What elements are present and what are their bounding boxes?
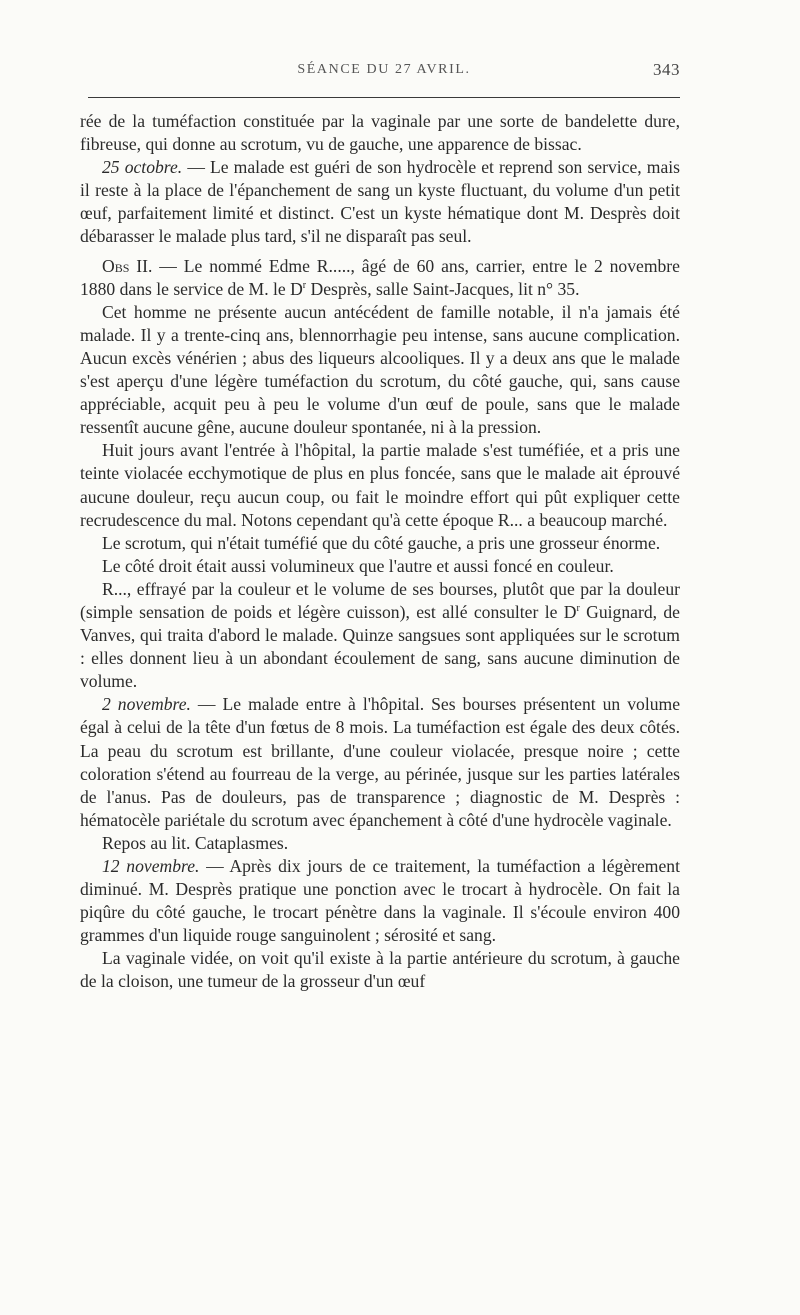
observation-label: Obs II. bbox=[102, 255, 153, 276]
body-text bbox=[80, 110, 680, 994]
paragraph: R..., effrayé par la couleur et le volume de ses bourses, plutôt que par la douleur (simple sensation de poids et légère cuisson), est allé consulter le $D^r$ Guignard, de Vanves, qui traita d'abord le malade. Quinze sangsues sont appliquées sur le scrotum : elles donnent lieu à un abondant écoulement de sang, sans aucune diminution de volume. bbox=[80, 578, 680, 692]
date-label: 25 octobre. bbox=[102, 157, 183, 178]
paragraph: 25 octobre. — Le malade est guéri de son hydrocèle et reprend son service, mais il reste à la place de l'épanchement de sang un kyste fluctuant, du volume d'un petit œuf, parfaitement limité et distinct. C'est un kyste hématique dont M. Desprès doit débarasser le malade plus tard, s'il ne disparaît pas seul. bbox=[80, 157, 680, 247]
date-label: 2 novembre. bbox=[102, 694, 191, 715]
paragraph: La vaginale vidée, on voit qu'il existe à la partie antérieure du scrotum, à gauche de la cloison, une tumeur de la grosseur d'un œuf bbox=[80, 948, 680, 992]
paragraph: 2 novembre. — Le malade entre à l'hôpital. Ses bourses présentent un volume égal à celui de la tête d'un fœtus de 8 mois. La tuméfaction est égale des deux côtés. La peau du scrotum est brillante, d'une couleur violacée, presque noire ; cette coloration s'étend au fourreau de la verge, au périnée, jusque sur les parties latérales de l'anus. Pas de douleurs, pas de transparence ; diagnostic de M. Desprès : hématocèle pariétale du scrotum avec épanchement à côté d'une hydrocèle vaginale. bbox=[80, 694, 681, 830]
paragraph: Cet homme ne présente aucun antécédent de famille notable, il n'a jamais été malade. Il y a trente-cinq ans, blennorrhagie peu intense, sans aucune complication. Aucun excès vénérien ; abus des liqueurs alcooliques. Il y a deux ans que le malade s'est aperçu d'une légère tuméfaction du scrotum, du côté gauche, qui, sans cause appréciable, acquit peu à peu le volume d'un œuf de poule, sans que le malade ressentît aucune gêne, aucune douleur spontanée, ni à la pression. bbox=[80, 301, 680, 438]
paragraph: 12 novembre. — Après dix jours de ce traitement, la tuméfaction a légèrement diminué. M. Desprès pratique une ponction avec le trocart à hydrocèle. On fait la piqûre du côté gauche, le trocart pénètre dans la vaginale. Il s'écoule environ 400 grammes d'un liquide rouge sanguinolent ; sérosité et sang. bbox=[80, 856, 680, 946]
paragraph: rée de la tuméfaction constituée par la vaginale par une sorte de bandelette dure, fibreuse, qui donne au scrotum, vu de gauche, une apparence de bissac. bbox=[80, 111, 680, 155]
header-rule bbox=[88, 97, 680, 98]
paragraph: Le côté droit était aussi volumineux que l'autre et aussi foncé en couleur. bbox=[102, 555, 614, 576]
observation-paragraph: Obs II. — Le nommé Edme R....., âgé de 60 ans, carrier, entre le 2 novembre 1880 dans le service de M. le $D^r$ Desprès, salle Saint-Jacques, lit n° 35. bbox=[80, 255, 680, 299]
paragraph: Le scrotum, qui n'était tuméfié que du côté gauche, a pris une grosseur énorme. bbox=[102, 532, 661, 553]
paragraph: Huit jours avant l'entrée à l'hôpital, la partie malade s'est tuméfiée, et a pris une teinte violacée ecchymotique de plus en plus foncée, sans que le malade ait éprouvé aucune douleur, reçu aucun coup, ou fait le moindre effort qui pût expliquer cette recrudescence du mal. Notons cependant qu'à cette époque R... a beaucoup marché. bbox=[80, 440, 680, 530]
paragraph: Repos au lit. Cataplasmes. bbox=[102, 832, 289, 853]
page-number: 343 bbox=[653, 60, 680, 79]
running-title: SÉANCE DU 27 AVRIL. bbox=[297, 62, 471, 77]
page-header bbox=[88, 62, 680, 88]
date-label: 12 novembre. bbox=[102, 856, 200, 876]
